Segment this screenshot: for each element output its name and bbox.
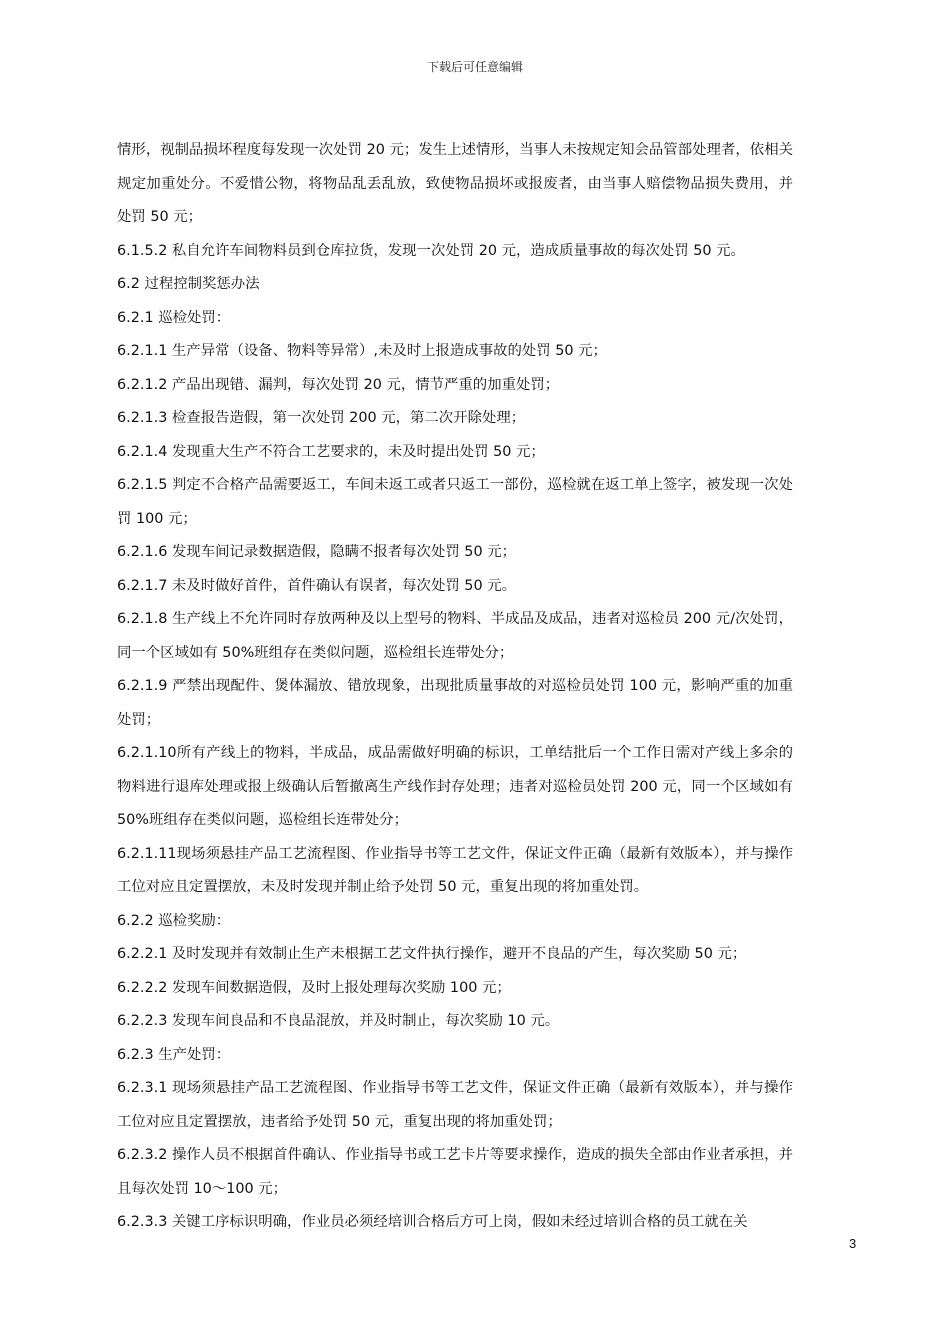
- paragraph: 6.2.1.8 生产线上不允许同时存放两种及以上型号的物料、半成品及成品，违者对巡检员 200 元/次处罚，同一个区域如有 50%班组存在类似问题，巡检组长连带处分；: [117, 611, 793, 661]
- paragraph: 6.2.3.3 关键工序标识明确，作业员必须经培训合格后方可上岗，假如未经过培训合格的员工就在关: [117, 1214, 748, 1230]
- subsection-heading: 6.2.1 巡检处罚：: [117, 309, 231, 326]
- paragraph: 6.2.2.3 发现车间良品和不良品混放，并及时制止，每次奖励 10 元。: [117, 1013, 560, 1029]
- paragraph: 6.2.1.10所有产线上的物料，半成品，成品需做好明确的标识，工单结批后一个工作日需对产线上多余的物料进行退库处理或报上级确认后暂撤离生产线作封存处理；违者对巡检员处罚 200 元，同一个区域如有 50%班组存在类似问题，巡检组长连带处分；: [117, 745, 793, 828]
- paragraph: 6.2.1.3 检查报告造假，第一次处罚 200 元，第二次开除处理；: [117, 410, 526, 426]
- paragraph: 情形，视制品损坏程度每发现一次处罚 20 元；发生上述情形，当事人未按规定知会品管部处理者，依相关规定加重处分。不爱惜公物，将物品乱丢乱放，致使物品损坏或报废者，由当事人赔偿物品损失费用，并处罚 50 元；: [117, 142, 793, 225]
- page-header: 下载后可任意编辑: [426, 60, 523, 74]
- page-number: 3: [849, 1236, 857, 1251]
- paragraph: 6.2.1.1 生产异常（设备、物料等异常）,未及时上报造成事故的处罚 50 元；: [117, 343, 607, 359]
- paragraph: 6.2.1.2 产品出现错、漏判，每次处罚 20 元，情节严重的加重处罚；: [117, 376, 560, 393]
- subsection-heading: 6.2.2 巡检奖励：: [117, 912, 231, 929]
- paragraph: 6.2.3.1 现场须悬挂产品工艺流程图、作业指导书等工艺文件，保证文件正确（最新有效版本），并与操作工位对应且定置摆放，违者给予处罚 50 元，重复出现的将加重处罚；: [117, 1080, 793, 1130]
- document-body: [117, 134, 793, 1240]
- paragraph: 6.1.5.2 私自允许车间物料员到仓库拉货，发现一次处罚 20 元，造成质量事故的每次处罚 50 元。: [117, 242, 745, 259]
- paragraph: 6.2.2.1 及时发现并有效制止生产未根据工艺文件执行操作，避开不良品的产生，每次奖励 50 元；: [117, 946, 747, 962]
- paragraph: 6.2.1.4 发现重大生产不符合工艺要求的，未及时提出处罚 50 元；: [117, 443, 545, 460]
- paragraph: 6.2.1.6 发现车间记录数据造假，隐瞒不报者每次处罚 50 元；: [117, 544, 516, 560]
- paragraph: 6.2.1.7 未及时做好首件，首件确认有误者，每次处罚 50 元。: [117, 577, 516, 594]
- paragraph: 6.2.2.2 发现车间数据造假，及时上报处理每次奖励 100 元；: [117, 979, 511, 996]
- paragraph: 6.2.1.5 判定不合格产品需要返工，车间未返工或者只返工一部份，巡检就在返工单上签字，被发现一次处罚 100 元；: [117, 477, 793, 527]
- paragraph: 6.2.3.2 操作人员不根据首件确认、作业指导书或工艺卡片等要求操作，造成的损失全部由作业者承担，并且每次处罚 10～100 元；: [117, 1147, 793, 1197]
- subsection-heading: 6.2.3 生产处罚：: [117, 1046, 231, 1063]
- section-heading: 6.2 过程控制奖惩办法: [117, 276, 260, 292]
- paragraph: 6.2.1.11现场须悬挂产品工艺流程图、作业指导书等工艺文件，保证文件正确（最新有效版本），并与操作工位对应且定置摆放，未及时发现并制止给予处罚 50 元，重复出现的将加重处罚。: [117, 845, 793, 895]
- paragraph: 6.2.1.9 严禁出现配件、煲体漏放、错放现象，出现批质量事故的对巡检员处罚 100 元，影响严重的加重处罚；: [117, 678, 793, 728]
